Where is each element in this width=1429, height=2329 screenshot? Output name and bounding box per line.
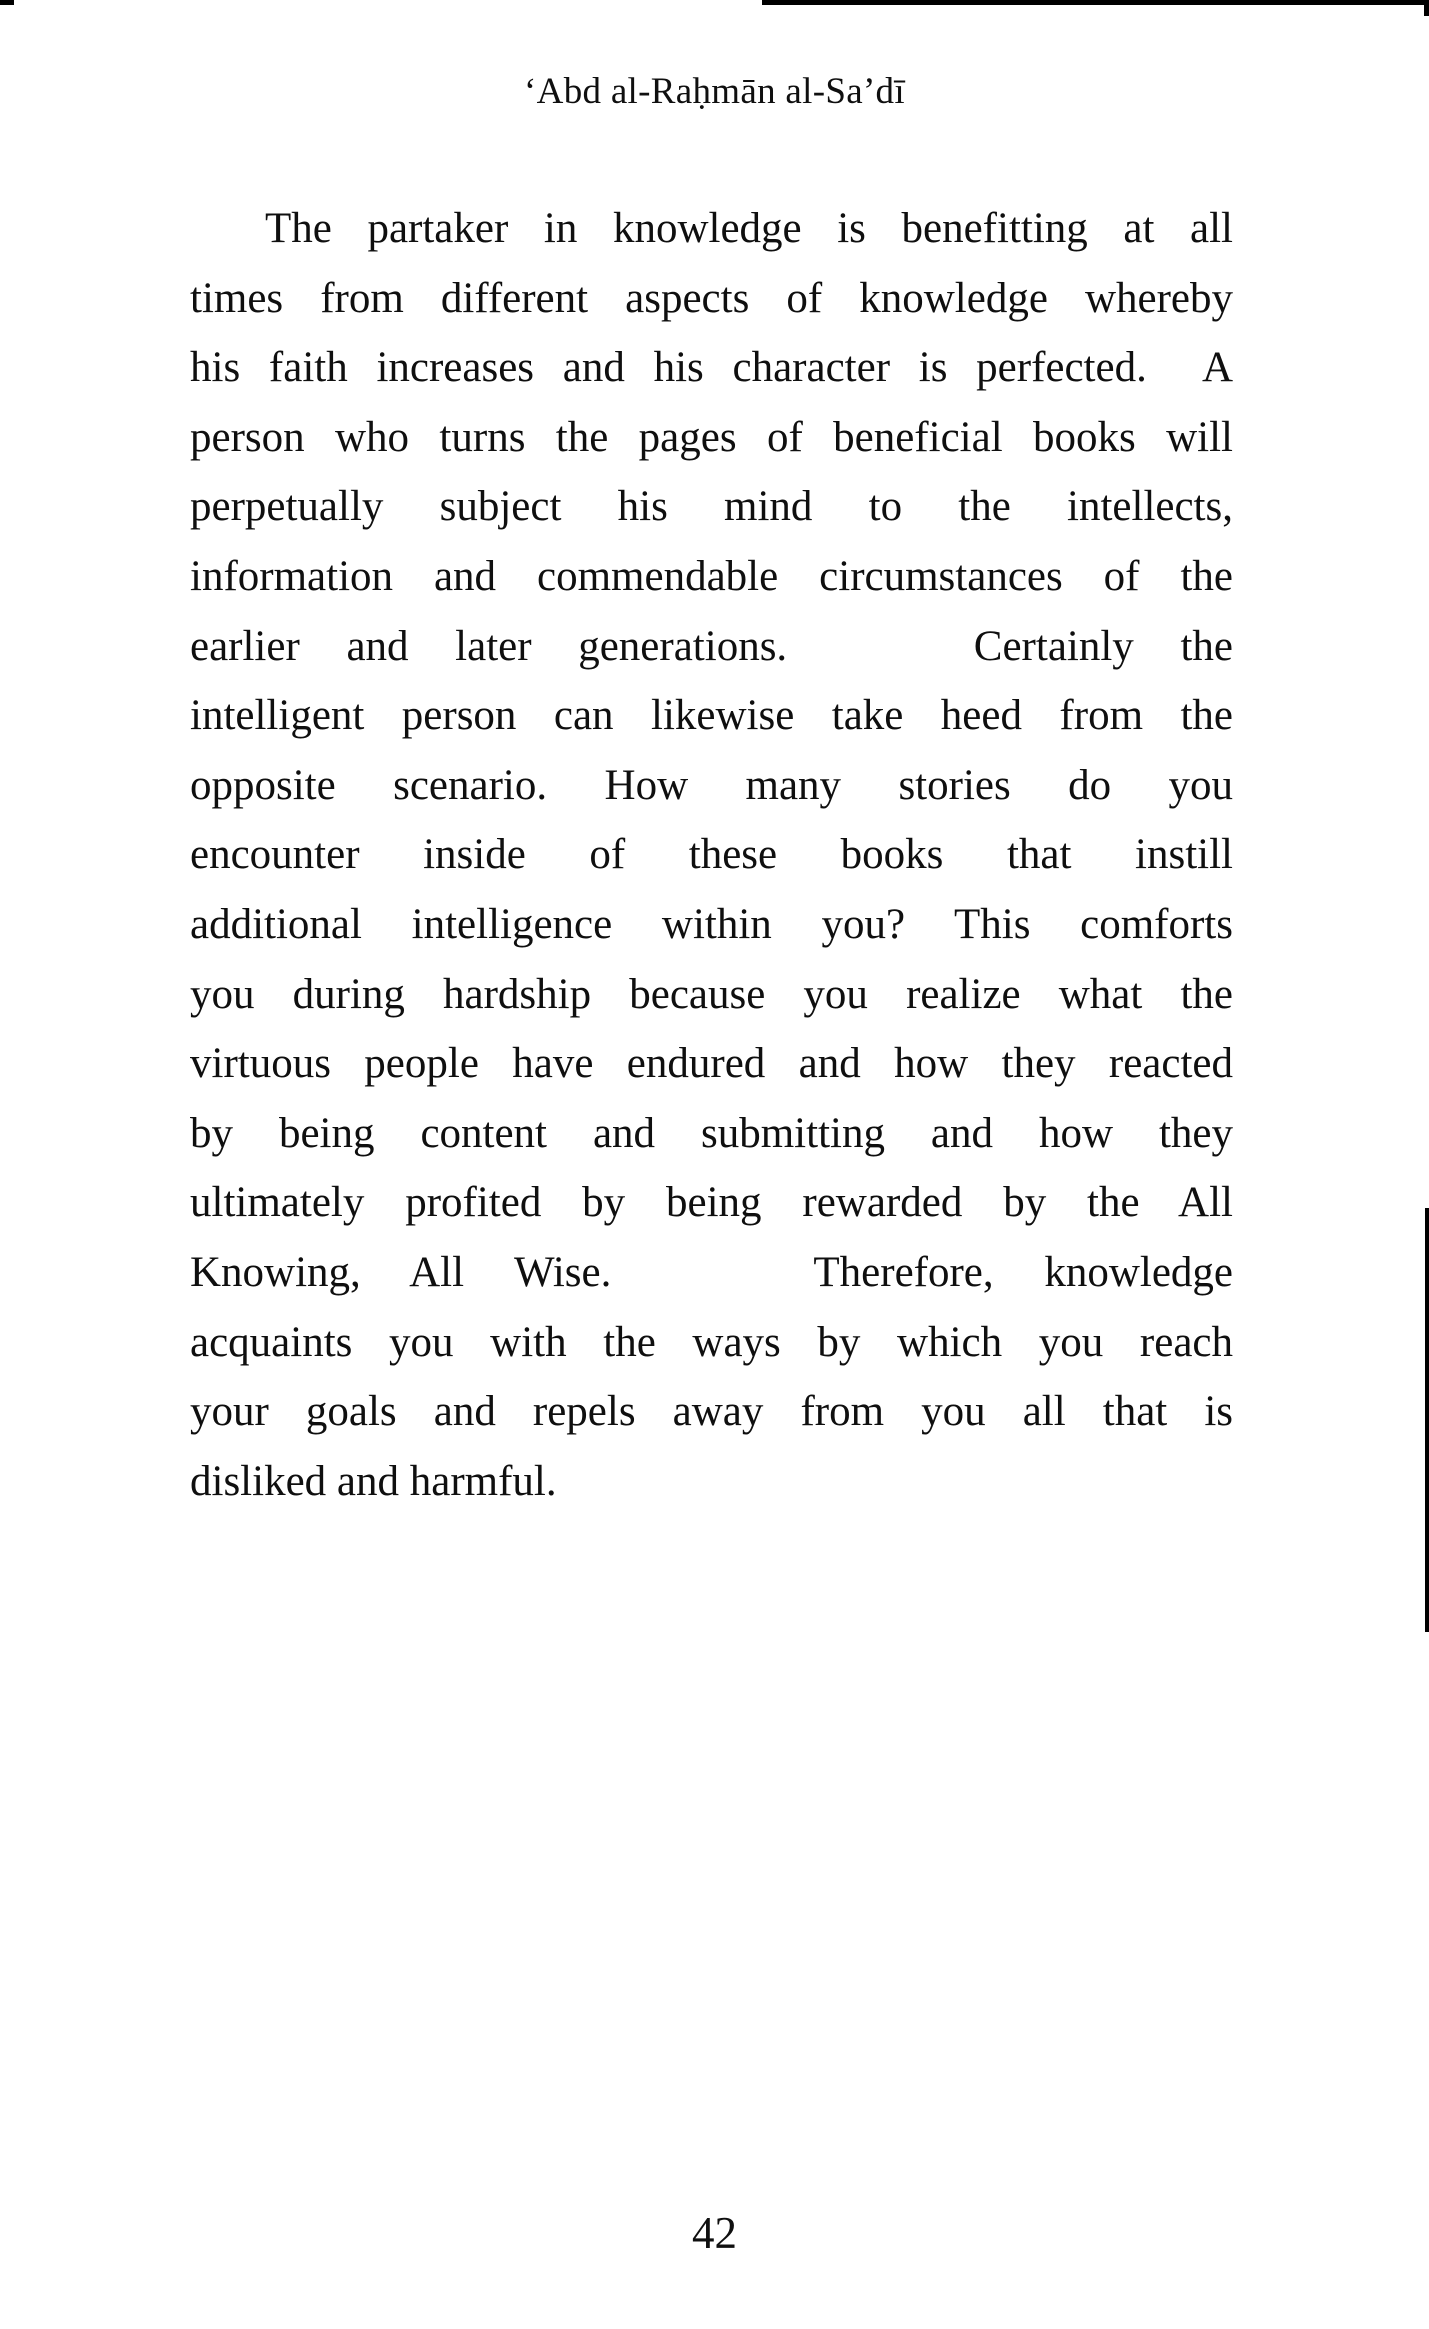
text-line: virtuous people have endured and how they reacted — [190, 1040, 1233, 1088]
text-line: information and commendable circumstances of the — [190, 552, 1233, 600]
running-header-author: ‘Abd al-Raḥmān al-Sa’dī — [524, 71, 905, 112]
text-line: times from different aspects of knowledge whereby — [190, 274, 1233, 322]
text-line: acquaints you with the ways by which you reach — [190, 1318, 1233, 1366]
text-line: you during hardship because you realize what the — [190, 970, 1233, 1018]
text-line: ultimately profited by being rewarded by the All — [190, 1179, 1233, 1227]
text-line: encounter inside of these books that instill — [190, 831, 1233, 879]
text-line: person who turns the pages of beneficial books will — [190, 413, 1233, 461]
text-line: Knowing, All Wise. Therefore, knowledge — [190, 1248, 1233, 1296]
text-line: intelligent person can likewise take heed from the — [190, 692, 1233, 740]
text-line: by being content and submitting and how they — [190, 1109, 1233, 1157]
scan-artifact-right-edge-line — [1425, 1208, 1429, 1632]
page-number: 42 — [692, 2208, 737, 2258]
text-line: perpetually subject his mind to the intellects, — [190, 483, 1233, 531]
text-line: earlier and later generations. Certainly the — [190, 622, 1233, 670]
text-line: additional intelligence within you? This comforts — [190, 900, 1233, 948]
text-line: opposite scenario. How many stories do you — [190, 761, 1233, 809]
scan-artifact-top-right-bar — [762, 0, 1429, 5]
text-line: your goals and repels away from you all that is — [190, 1388, 1233, 1436]
text-line: his faith increases and his character is perfected. A — [190, 344, 1233, 392]
scan-artifact-top-right-tick — [1424, 0, 1429, 16]
text-line: disliked and harmful. — [190, 1457, 557, 1505]
text-line: The partaker in knowledge is benefitting at all — [265, 205, 1233, 252]
scan-artifact-top-left — [0, 0, 14, 5]
body-paragraph — [190, 194, 1233, 1516]
